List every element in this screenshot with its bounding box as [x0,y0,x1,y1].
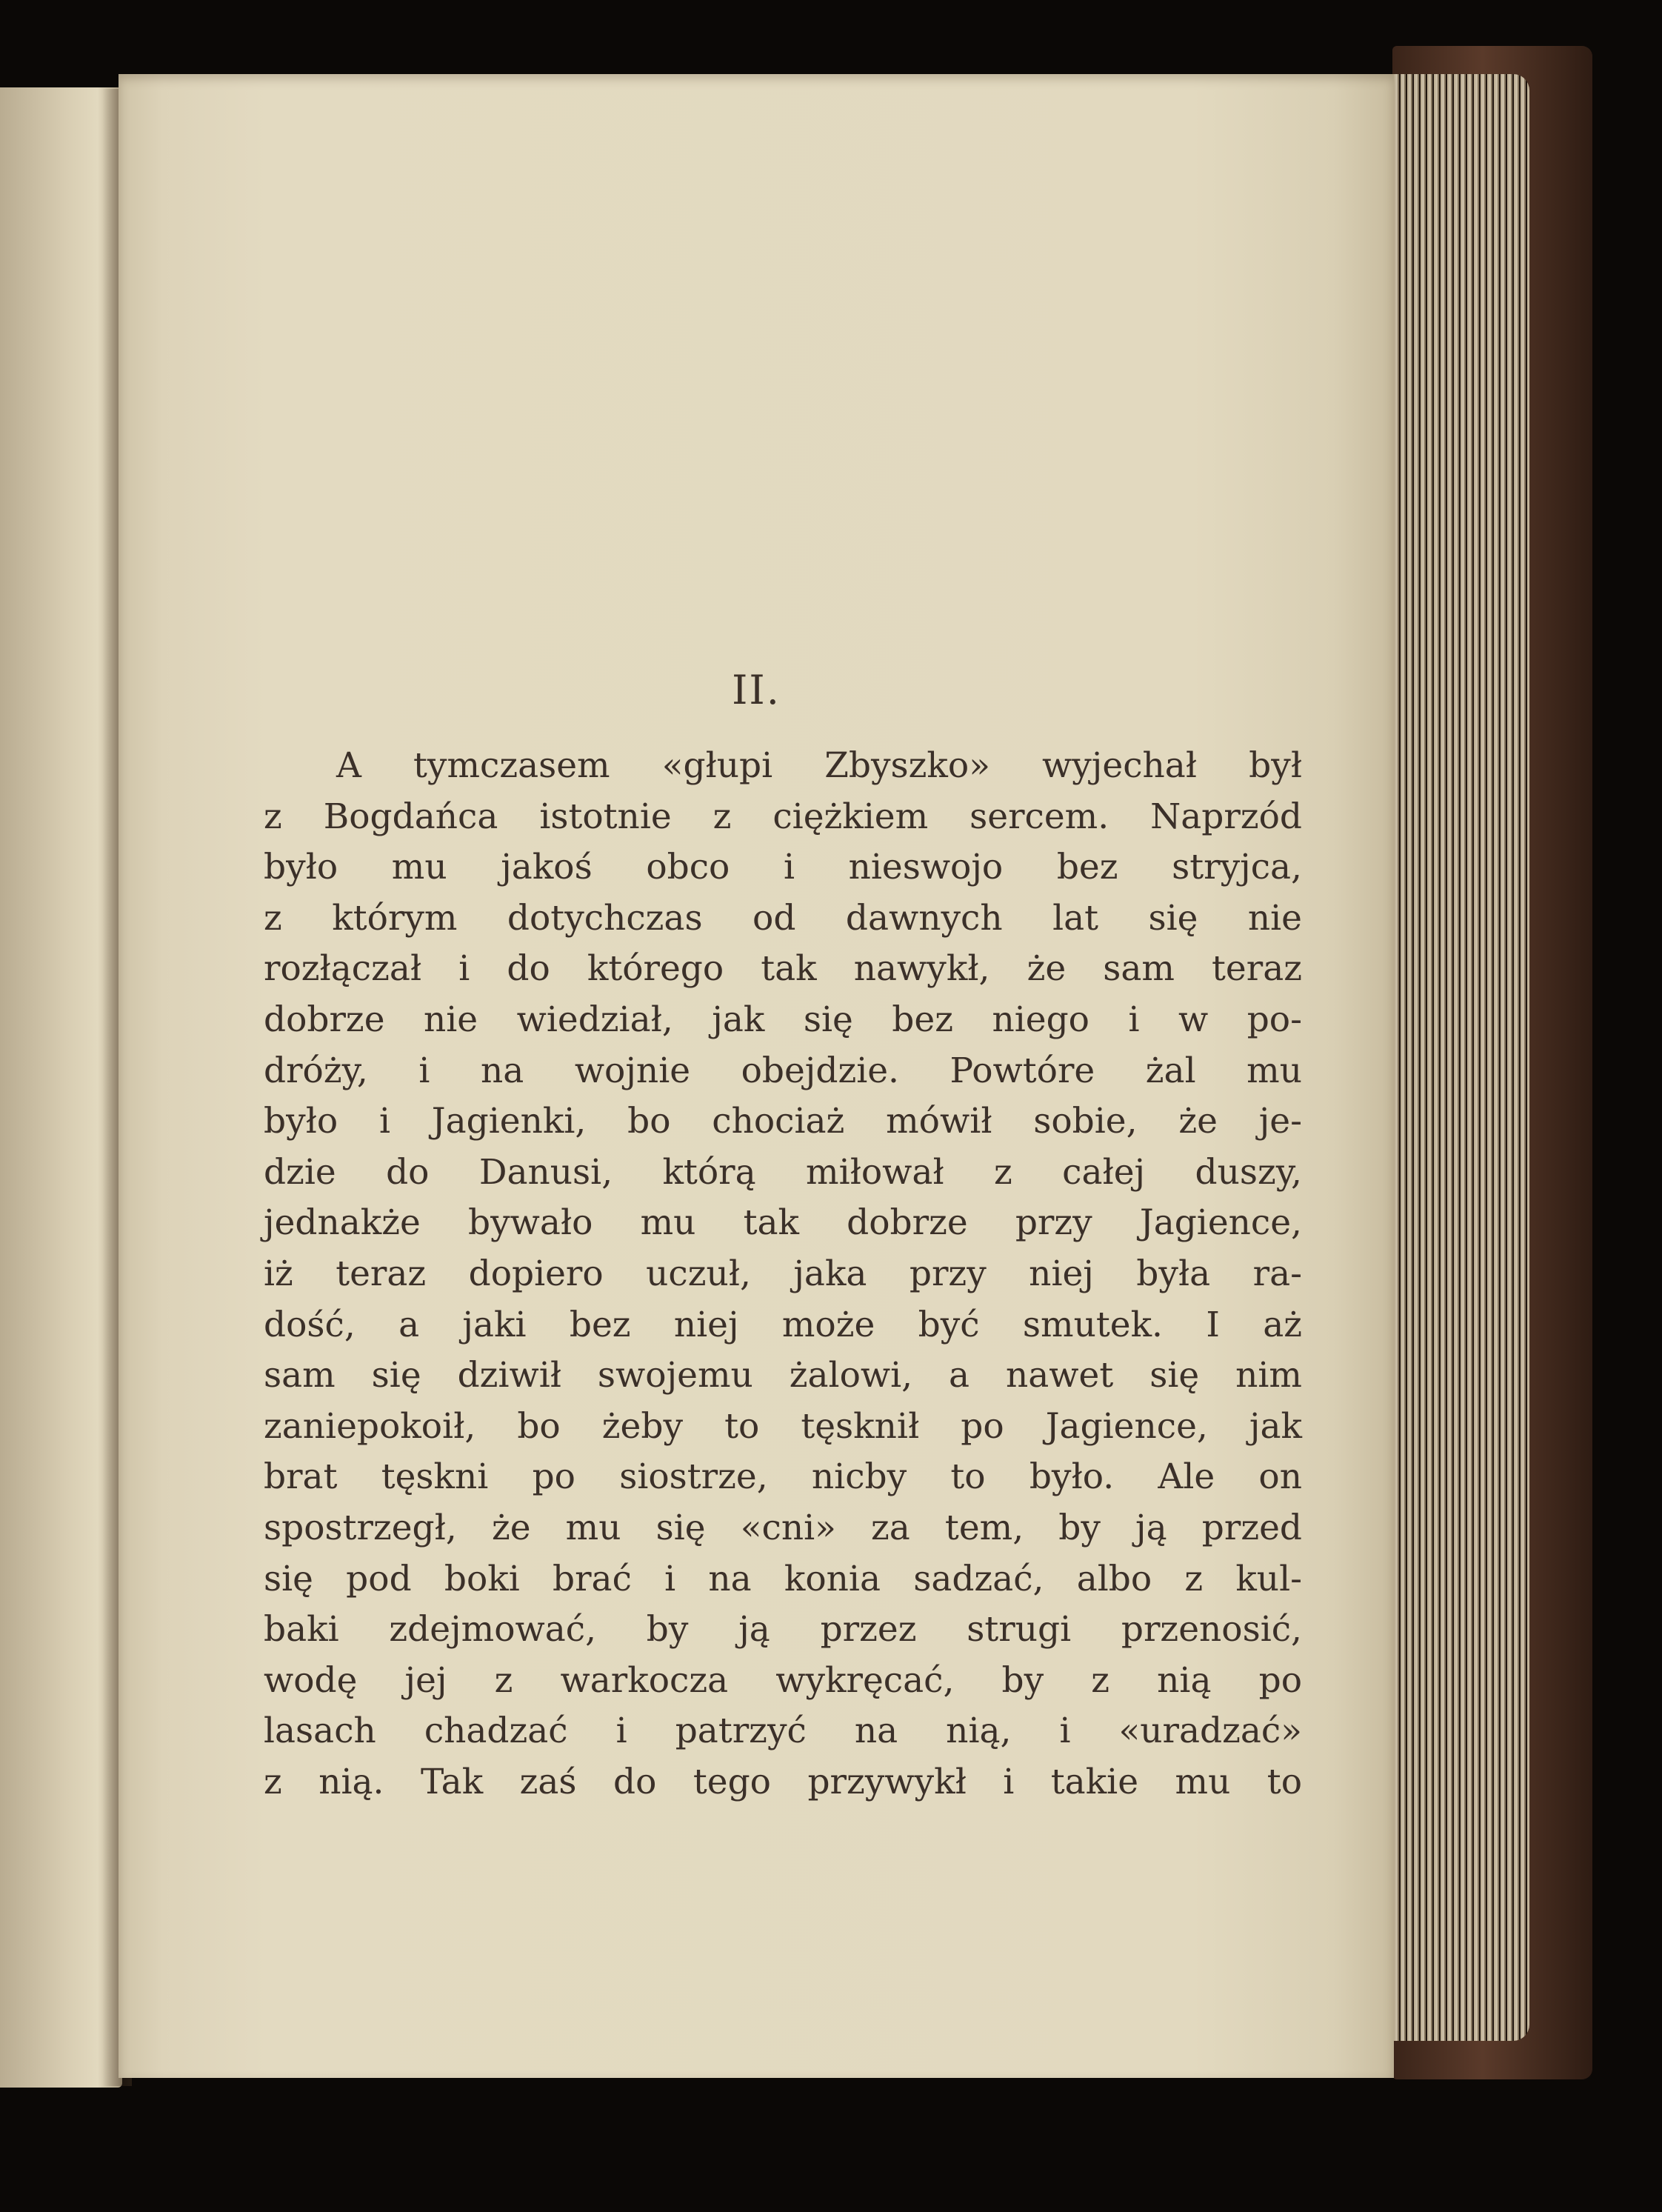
text-line: było i Jagienki, bo chociaż mówił sobie, że je- [264,1101,1302,1142]
text-line: baki zdejmować, by ją przez strugi przenosić, [264,1609,1302,1650]
text-line: było mu jakoś obco i nieswojo bez stryjca, [264,847,1302,888]
text-line: dróży, i na wojnie obejdzie. Powtóre żal mu [264,1050,1302,1091]
text-line: jednakże bywało mu tak dobrze przy Jagience, [264,1202,1302,1244]
text-line: rozłączał i do którego tak nawykł, że sam teraz [264,948,1302,990]
text-line: z którym dotychczas od dawnych lat się nie [264,897,1302,939]
text-line: dzie do Danusi, którą miłował z całej duszy, [264,1151,1302,1193]
text-line: sam się dziwił swojemu żalowi, a nawet się nim [264,1355,1302,1396]
text-line: dość, a jaki bez niej może być smutek. I aż [264,1304,1302,1345]
body-text [264,741,1302,1808]
chapter-heading: II. [732,667,781,713]
text-line: zaniepokoił, bo żeby to tęsknił po Jagience, jak [264,1405,1302,1447]
text-line: z nią. Tak zaś do tego przywykł i takie mu to [264,1761,1302,1802]
text-line: iż teraz dopiero uczuł, jaka przy niej była ra- [264,1253,1302,1294]
text-line: spostrzegł, że mu się «cni» za tem, by ją przed [264,1507,1302,1548]
right-page [119,74,1394,2078]
text-line: wodę jej z warkocza wykręcać, by z nią po [264,1659,1302,1701]
text-line: się pod boki brać i na konia sadzać, albo z kul- [264,1558,1302,1599]
text-line: A tymczasem «głupi Zbyszko» wyjechał był [336,745,1302,786]
text-line: z Bogdańca istotnie z ciężkiem sercem. Naprzód [264,796,1302,837]
text-line: dobrze nie wiedział, jak się bez niego i w po- [264,999,1302,1040]
text-line: brat tęskni po siostrze, nicby to było. Ale on [264,1456,1302,1498]
text-line: lasach chadzać i patrzyć na nią, i «uradzać» [264,1710,1302,1752]
page-edges [1389,74,1529,2041]
